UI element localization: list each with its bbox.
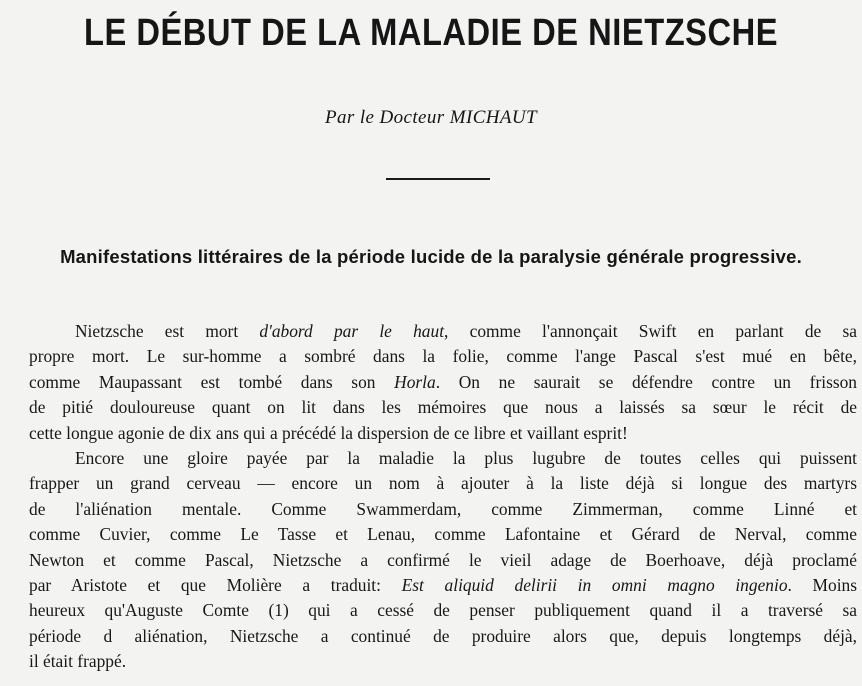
title-divider bbox=[386, 178, 490, 180]
text-run: , comme l'annonçait Swift en parlant de sa bbox=[444, 321, 857, 341]
paragraph-1-line-1 bbox=[29, 319, 857, 344]
paragraph-1-line-4: de pitié douloureuse quant on lit dans les mémoires que nous a laissés sa sœur le récit de bbox=[29, 397, 857, 418]
section-heading: Manifestations littéraires de la période lucide de la paralysie générale progressive. bbox=[60, 246, 802, 267]
paragraph-1-line-2: propre mort. Le sur-homme a sombré dans la folie, comme l'ange Pascal s'est mué en bête, bbox=[29, 346, 857, 367]
text-run: comme Maupassant est tombé dans son bbox=[29, 371, 395, 392]
paragraph-2-line-6 bbox=[29, 573, 857, 598]
paragraph-1-line-5: cette longue agonie de dix ans qui a précédé la dispersion de ce libre et vaillant esprit! bbox=[29, 422, 628, 443]
paragraph-2-line-5: Newton et comme Pascal, Nietzsche a confirmé le vieil adage de Boerhoave, déjà proclamé bbox=[29, 549, 857, 570]
italic-text-run: Horla bbox=[394, 371, 436, 392]
paragraph-2-line-8: période d aliénation, Nietzsche a continué de produire alors que, depuis longtemps déjà, bbox=[29, 625, 857, 646]
byline bbox=[0, 106, 862, 130]
article-body bbox=[29, 319, 857, 674]
article-title: LE DÉBUT DE LA MALADIE DE NIETZSCHE bbox=[83, 12, 779, 54]
text-run: par Aristote et que Molière a traduit: bbox=[29, 574, 402, 595]
paragraph-2-line-4: comme Cuvier, comme Le Tasse et Lenau, comme Lafontaine et Gérard de Nerval, comme bbox=[29, 524, 857, 545]
paragraph-1-line-3 bbox=[29, 370, 857, 395]
italic-text-run: d'abord par le haut bbox=[259, 321, 445, 341]
text-run: . Moins bbox=[787, 574, 858, 595]
byline-author: MICHAUT bbox=[449, 107, 537, 128]
text-run: Nietzsche est mort bbox=[75, 321, 260, 341]
paragraph-2-line-1: Encore une gloire payée par la maladie la plus lugubre de toutes celles qui puissent bbox=[75, 447, 857, 468]
paragraph-2-line-9: il était frappé. bbox=[29, 651, 127, 672]
italic-text-run: Est aliquid delirii in omni magno ingenio bbox=[401, 574, 788, 595]
paragraph-2-line-2: frapper un grand cerveau — encore un nom à ajouter à la liste déjà si longue des martyrs bbox=[29, 473, 857, 494]
paragraph-2-line-3: de l'aliénation mentale. Comme Swammerdam, comme Zimmerman, comme Linné et bbox=[29, 498, 857, 519]
text-run: . On ne saurait se défendre contre un frisson bbox=[435, 371, 857, 392]
paragraph-2-line-7: heureux qu'Auguste Comte (1) qui a cessé de penser publiquement quand il a traversé sa bbox=[29, 600, 857, 621]
byline-prefix: Par le Docteur bbox=[325, 107, 445, 128]
